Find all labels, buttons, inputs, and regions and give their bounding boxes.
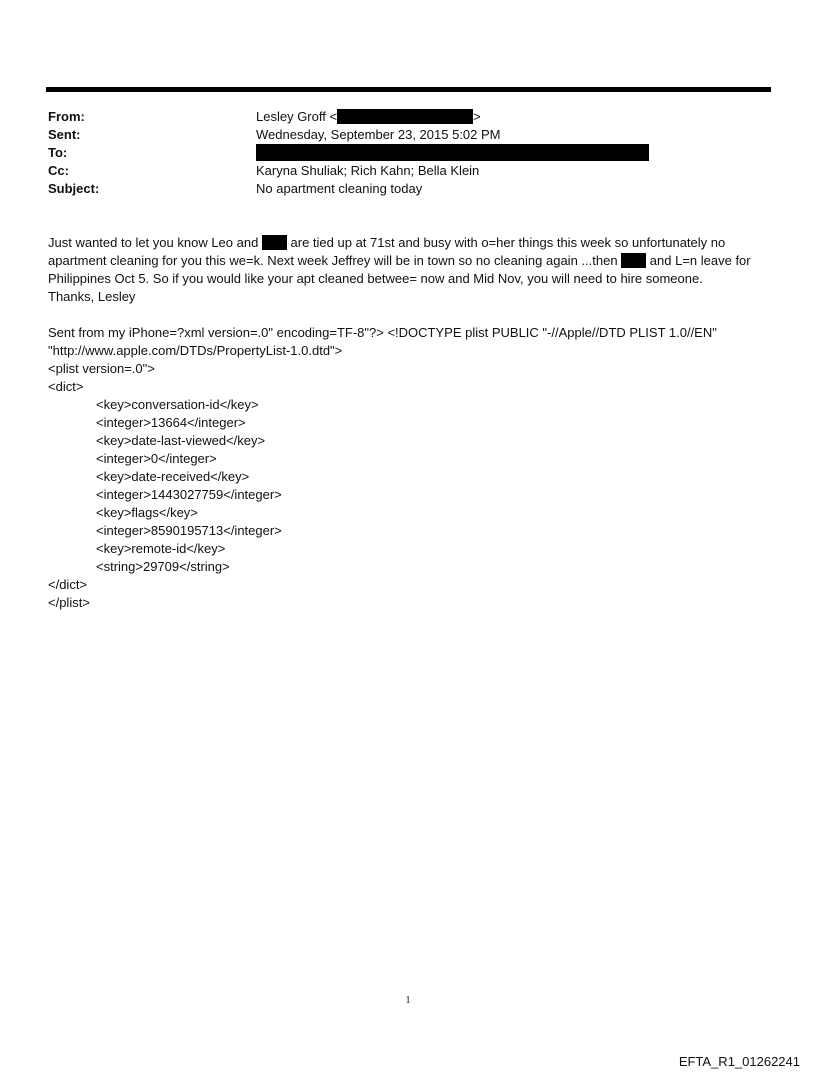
cc-label: Cc: (48, 163, 69, 178)
dict-open: <dict> (48, 379, 84, 394)
plist-entry: <integer>13664</integer> (96, 415, 246, 430)
plist-entry: <key>flags</key> (96, 505, 198, 520)
plist-open: <plist version=.0"> (48, 361, 155, 376)
dtd-url-line: "http://www.apple.com/DTDs/PropertyList-1.0.dtd"> (48, 343, 343, 358)
cc-value: Karyna Shuliak; Rich Kahn; Bella Klein (256, 163, 480, 178)
message-text-2: are tied up at 71st and busy with o=her things this week so unfortunately no apartment cleaning for you this we=k. Next week Jeffrey will be in town so no cleaning again ...then (48, 235, 726, 268)
from-name: Lesley Groff < (256, 109, 338, 124)
redacted-recipient (256, 144, 649, 161)
sent-label: Sent: (48, 127, 81, 142)
cc-row (48, 162, 768, 180)
plist-entry: <key>conversation-id</key> (96, 397, 259, 412)
from-label: From: (48, 109, 85, 124)
plist-entry: <key>remote-id</key> (96, 541, 226, 556)
from-close: > (473, 109, 481, 124)
plist-entry: <key>date-received</key> (96, 469, 250, 484)
subject-label: Subject: (48, 181, 100, 196)
sent-row (48, 126, 768, 144)
plist-entry: <key>date-last-viewed</key> (96, 433, 266, 448)
message-paragraph (48, 234, 763, 288)
dict-close: </dict> (48, 577, 88, 592)
page-number: 1 (405, 995, 411, 1006)
plist-entry: <string>29709</string> (96, 559, 230, 574)
email-header (48, 108, 768, 198)
plist-entry: <integer>8590195713</integer> (96, 523, 282, 538)
document-id: EFTA_R1_01262241 (678, 1054, 800, 1069)
sent-value: Wednesday, September 23, 2015 5:02 PM (256, 127, 501, 142)
to-value (256, 144, 649, 162)
plist-entry: <integer>0</integer> (96, 451, 217, 466)
spacer (48, 306, 763, 324)
redacted-email (337, 109, 473, 124)
plist-entry: <integer>1443027759</integer> (96, 487, 282, 502)
to-row (48, 144, 768, 162)
email-body (48, 234, 763, 612)
sent-from-line: Sent from my iPhone=?xml version=.0" encoding=TF-8"?> <!DOCTYPE plist PUBLIC "-//Apple//DTD PLIST 1.0//EN" (48, 325, 717, 340)
redacted-name-2 (621, 253, 646, 268)
from-value (256, 108, 481, 126)
subject-value: No apartment cleaning today (256, 181, 423, 196)
message-text-1: Just wanted to let you know Leo and (48, 235, 262, 250)
to-label: To: (48, 145, 68, 160)
subject-row (48, 180, 768, 198)
signature: Thanks, Lesley (48, 289, 136, 304)
redacted-name-1 (262, 235, 287, 250)
from-row (48, 108, 768, 126)
message-text-3: and L=n leave for Philippines Oct 5. So if you would like your apt cleaned betwee= now and Mid Nov, you will need to hire someone. (48, 253, 751, 286)
header-rule (46, 87, 771, 92)
plist-close: </plist> (48, 595, 90, 610)
